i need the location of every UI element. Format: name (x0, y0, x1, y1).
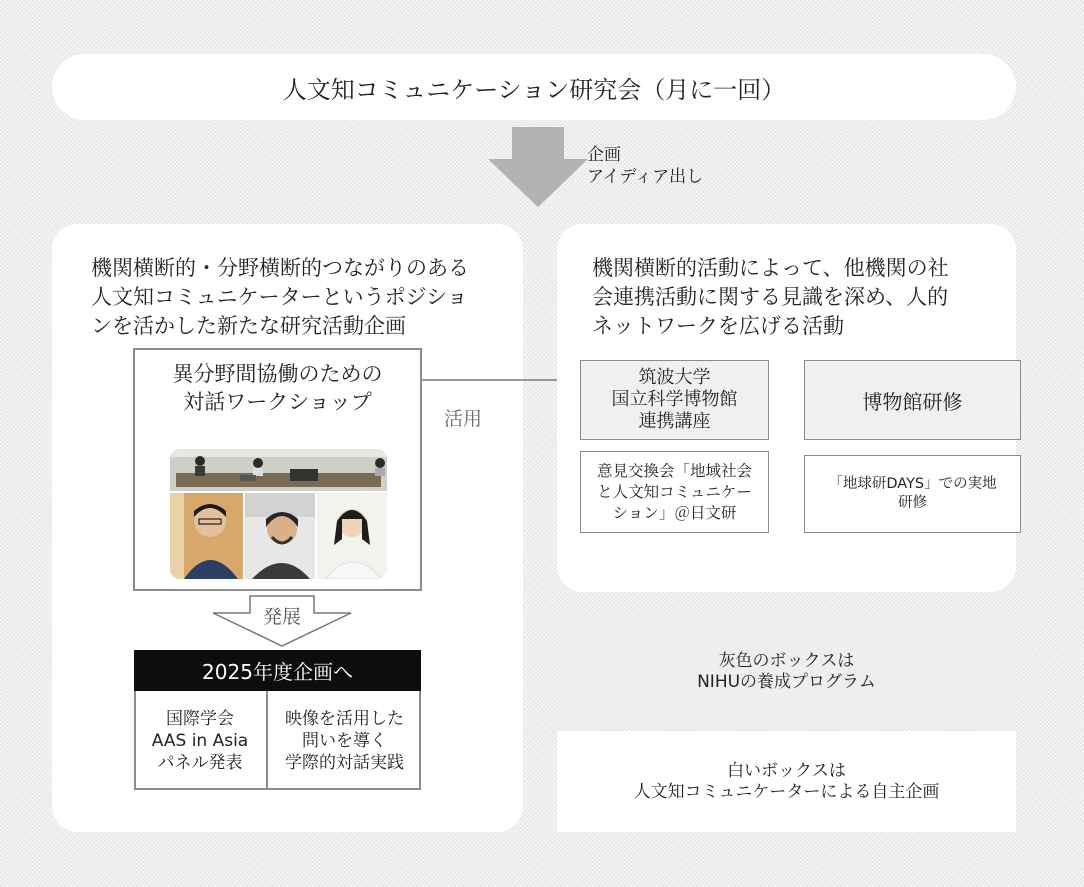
use-label: 活用 (444, 408, 483, 430)
right-panel-heading: 機関横断的活動によって、他機関の社 会連携活動に関する見識を深め、人的 ネットワークを広げる活動 (592, 256, 949, 338)
down-arrow-icon (488, 127, 588, 207)
museum-training-box: 博物館研修 (804, 360, 1021, 440)
chikyuken-days-box: 「地球研DAYS」での実地 研修 (804, 455, 1021, 533)
legend-white-box: 白いボックスは 人文知コミュニケーターによる自主企画 (557, 731, 1016, 832)
opinion-exchange-box: 意見交換会「地域社会 と人文知コミュニケー ション」＠日文研 (580, 451, 769, 533)
development-label: 発展 (262, 605, 301, 628)
arrow-label: 企画 アイディア出し (587, 145, 704, 187)
workshop-title: 異分野間協働のための 対話ワークショップ (172, 362, 383, 414)
plan-cell-aas: 国際学会 AAS in Asia パネル発表 (151, 708, 249, 773)
left-panel-heading: 機関横断的・分野横断的つながりのある 人文知コミュニケーターというポジショ ンを活かした新たな研究活動企画 (91, 256, 469, 338)
legend-gray-box: 灰色のボックスは NIHUの養成プログラム (557, 620, 1016, 724)
page-title: 人文知コミュニケーション研究会（月に一回） (52, 54, 1016, 120)
plan-cell-dialogue: 映像を活用した 問いを導く 学際的対話実践 (285, 708, 404, 773)
tsukuba-lecture-box: 筑波大学 国立科学博物館 連携講座 (580, 360, 769, 440)
video-conference-photo (170, 449, 387, 579)
plan-2025-header: 2025年度企画へ (134, 650, 421, 691)
